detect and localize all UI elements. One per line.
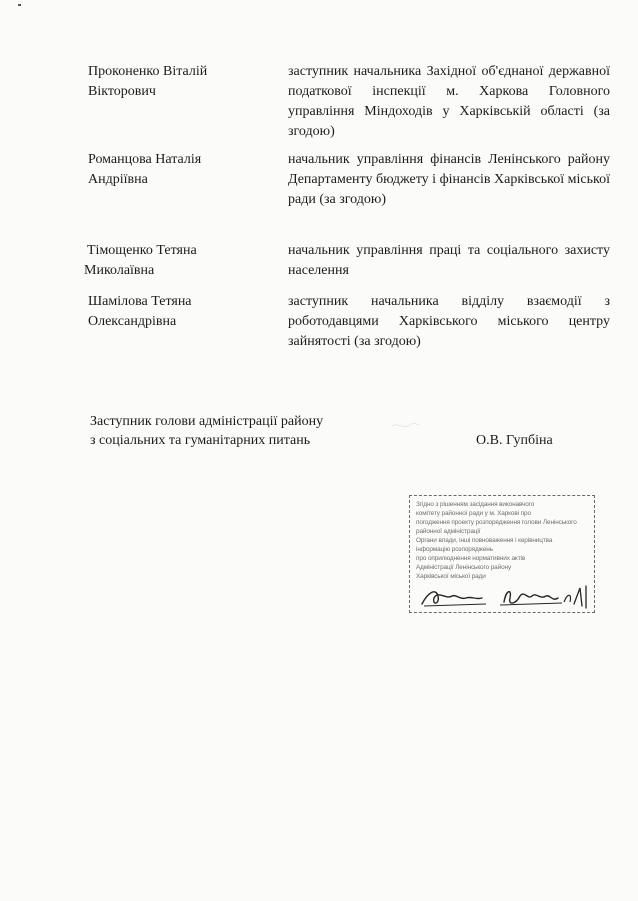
member-surname-line: Тімощенко Тетяна [87,243,197,258]
member-surname-line: Проконенко Віталій [88,64,208,79]
stamp-text-line: Адміністрації Ленінського району [416,564,512,571]
stamp-text-line: інформацію розпоряджень [416,546,493,553]
member-patronymic-line: Андріївна [88,172,148,187]
signatory-position [90,412,390,450]
signatory-position-line: Заступник голови адміністрації району [90,414,324,429]
member-role: заступник начальника Західної об'єднаної державної податкової інспекції м. Харкова Головного управління Міндоходів у Харківській області (за згодою) [288,64,610,139]
member-name [88,292,268,332]
member-name [88,150,268,190]
stamp-text-line: районної адміністрації [416,528,481,535]
member-role: заступник начальника відділу взаємодії з роботодавцями Харківського міського центру зайнятості (за згодою) [288,294,610,349]
member-patronymic-line: Вікторович [88,84,156,99]
member-patronymic-line: Миколаївна [84,263,155,278]
signatory-name: О.В. Гупбіна [476,433,553,448]
faint-scan-mark [390,420,420,432]
stamp-text-line: Харківської міської ради [416,573,486,580]
approval-stamp [409,495,595,613]
member-role: начальник управління праці та соціального захисту населення [288,243,610,278]
signatory-position-line: з соціальних та гуманітарних питань [90,433,311,448]
stamp-text-line: погодження проекту розпорядження голови Ленінського [416,519,577,526]
scan-speck [18,4,21,6]
handwritten-signature [416,582,592,612]
stamp-text-line: про оприлюднення нормативних актів [416,555,526,562]
member-name [84,241,264,281]
member-role: начальник управління фінансів Ленінського району Департаменту бюджету і фінансів Харківської міської ради (за згодою) [288,152,610,207]
member-surname-line: Романцова Наталія [88,152,202,167]
stamp-text-line: Органи влади, інші повноваження і керівництва [416,537,553,544]
stamp-text-line: Згідно з рішенням засідання виконавчого [416,501,535,508]
member-surname-line: Шамілова Тетяна [88,294,192,309]
stamp-text-line: комітету районної ради у м. Харкові про [416,510,531,517]
member-name [88,62,268,102]
member-patronymic-line: Олександрівна [88,314,177,329]
